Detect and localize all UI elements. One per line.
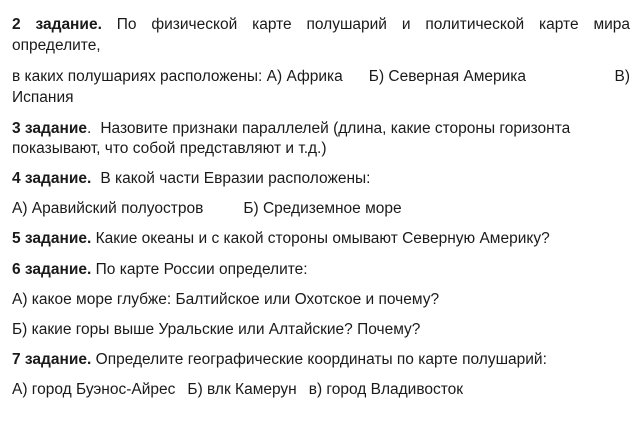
task6-option-a-line bbox=[12, 290, 439, 310]
task3-line1 bbox=[12, 119, 570, 139]
task2-option-c-value: Испания bbox=[12, 89, 74, 106]
task3-text-line1: Назовите признаки параллелей (длина, какие стороны горизонта bbox=[100, 120, 571, 137]
task2-option-b: Б) Северная Америка bbox=[368, 68, 527, 85]
task3-text-line2: показывают, что собой представляют и т.д.) bbox=[12, 140, 327, 157]
task3-label: 3 задание bbox=[12, 120, 88, 137]
task5-label: 5 задание. bbox=[12, 230, 92, 247]
task6-option-b-line bbox=[12, 320, 420, 340]
task2-text-line2: определите, bbox=[12, 37, 101, 54]
task2-label: 2 задание. bbox=[12, 16, 102, 33]
task2-question-line bbox=[12, 67, 630, 87]
task3-dot: . bbox=[87, 120, 92, 137]
task2-text-line1: По физической карте полушарий и политической карте мира bbox=[116, 16, 630, 33]
task2-question-cont bbox=[12, 88, 74, 108]
task6-line bbox=[12, 260, 308, 280]
task2-option-c: В) bbox=[614, 68, 630, 85]
task3-line2 bbox=[12, 139, 327, 159]
task2-line1 bbox=[12, 15, 630, 35]
task4-label: 4 задание. bbox=[12, 170, 92, 187]
task7-option-b: Б) влк Камерун bbox=[187, 381, 297, 398]
task7-options bbox=[12, 380, 463, 400]
task6-label: 6 задание. bbox=[12, 261, 92, 278]
task5-line bbox=[12, 229, 550, 249]
task7-line bbox=[12, 350, 547, 370]
task7-option-a: А) город Буэнос-Айрес bbox=[12, 381, 176, 398]
task5-text: Какие океаны и с какой стороны омывают Северную Америку? bbox=[95, 230, 550, 247]
task4-options bbox=[12, 199, 402, 219]
task6-option-b: Б) какие горы выше Уральские или Алтайские? Почему? bbox=[12, 321, 421, 338]
task6-text: По карте России определите: bbox=[95, 261, 308, 278]
task2-question-intro: в каких полушариях расположены: А) Африка bbox=[12, 68, 343, 85]
task4-text: В какой части Евразии расположены: bbox=[100, 170, 371, 187]
task7-text: Определите географические координаты по карте полушарий: bbox=[95, 351, 547, 368]
task7-option-c: в) город Владивосток bbox=[308, 381, 464, 398]
task6-option-a: А) какое море глубже: Балтийское или Охотское и почему? bbox=[12, 291, 440, 308]
task7-label: 7 задание. bbox=[12, 351, 92, 368]
task4-option-b: Б) Средиземное море bbox=[243, 200, 402, 217]
task4-line bbox=[12, 169, 370, 189]
task4-option-a: А) Аравийский полуостров bbox=[12, 200, 204, 217]
task2-line2 bbox=[12, 36, 101, 56]
